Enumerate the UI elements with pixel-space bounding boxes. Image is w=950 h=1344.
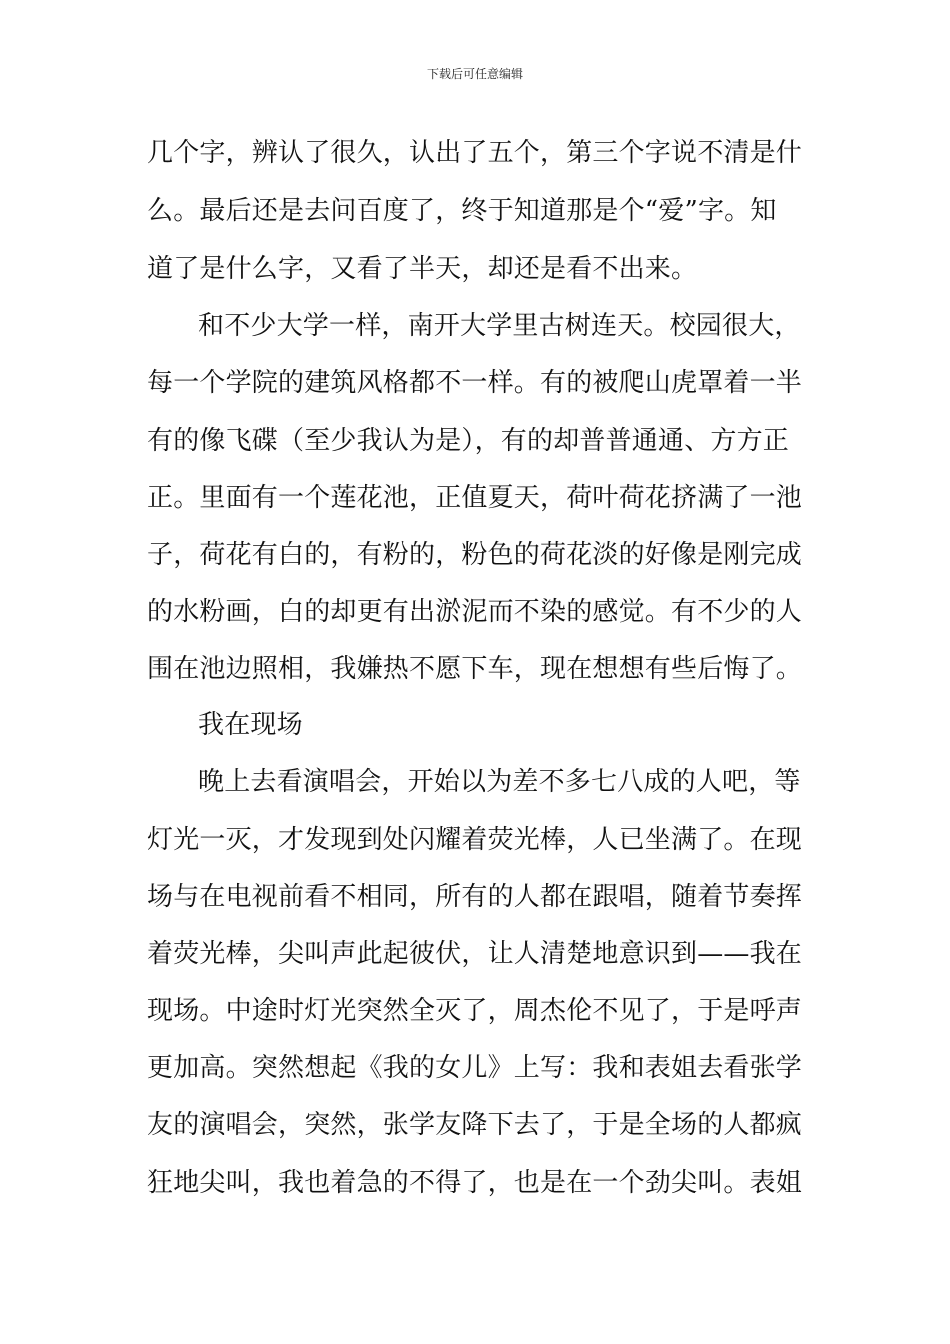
text-line: 子，荷花有白的，有粉的，粉色的荷花淡的好像是刚完成 xyxy=(147,540,803,570)
text-line: 更加高。突然想起《我的女儿》上写：我和表姐去看张学 xyxy=(147,1053,803,1083)
text-line: 场与在电视前看不相同，所有的人都在跟唱，随着节奏挥 xyxy=(147,882,803,912)
text-line: 么。最后还是去问百度了，终于知道那是个“爱”字。知 xyxy=(147,196,777,226)
text-line: 每一个学院的建筑风格都不一样。有的被爬山虎罩着一半 xyxy=(147,368,803,398)
page-header: 下载后可任意编辑 xyxy=(426,67,523,81)
paragraph-first-line: 和不少大学一样，南开大学里古树连天。校园很大， xyxy=(198,311,801,341)
paragraph-first-line: 晚上去看演唱会，开始以为差不多七八成的人吧，等 xyxy=(198,767,801,797)
text-line: 着荧光棒，尖叫声此起彼伏，让人清楚地意识到——我在 xyxy=(147,939,803,969)
text-line: 有的像飞碟（至少我认为是），有的却普普通通、方方正 xyxy=(147,426,790,456)
text-line: 围在池边照相，我嫌热不愿下车，现在想想有些后悔了。 xyxy=(147,654,803,684)
text-line: 道了是什么字，又看了半天，却还是看不出来。 xyxy=(147,254,698,284)
text-line: 现场。中途时灯光突然全灭了，周杰伦不见了，于是呼声 xyxy=(147,996,803,1026)
text-line: 的水粉画，白的却更有出淤泥而不染的感觉。有不少的人 xyxy=(147,597,803,627)
section-heading: 我在现场 xyxy=(198,710,303,740)
text-line: 几个字，辨认了很久，认出了五个，第三个字说不清是什 xyxy=(147,138,803,168)
text-line: 狂地尖叫，我也着急的不得了，也是在一个劲尖叫。表姐 xyxy=(147,1168,803,1198)
text-line: 灯光一灭，才发现到处闪耀着荧光棒，人已坐满了。在现 xyxy=(147,825,803,855)
text-line: 正。里面有一个莲花池，正值夏天，荷叶荷花挤满了一池 xyxy=(147,483,803,513)
text-line: 友的演唱会，突然，张学友降下去了，于是全场的人都疯 xyxy=(147,1110,803,1140)
